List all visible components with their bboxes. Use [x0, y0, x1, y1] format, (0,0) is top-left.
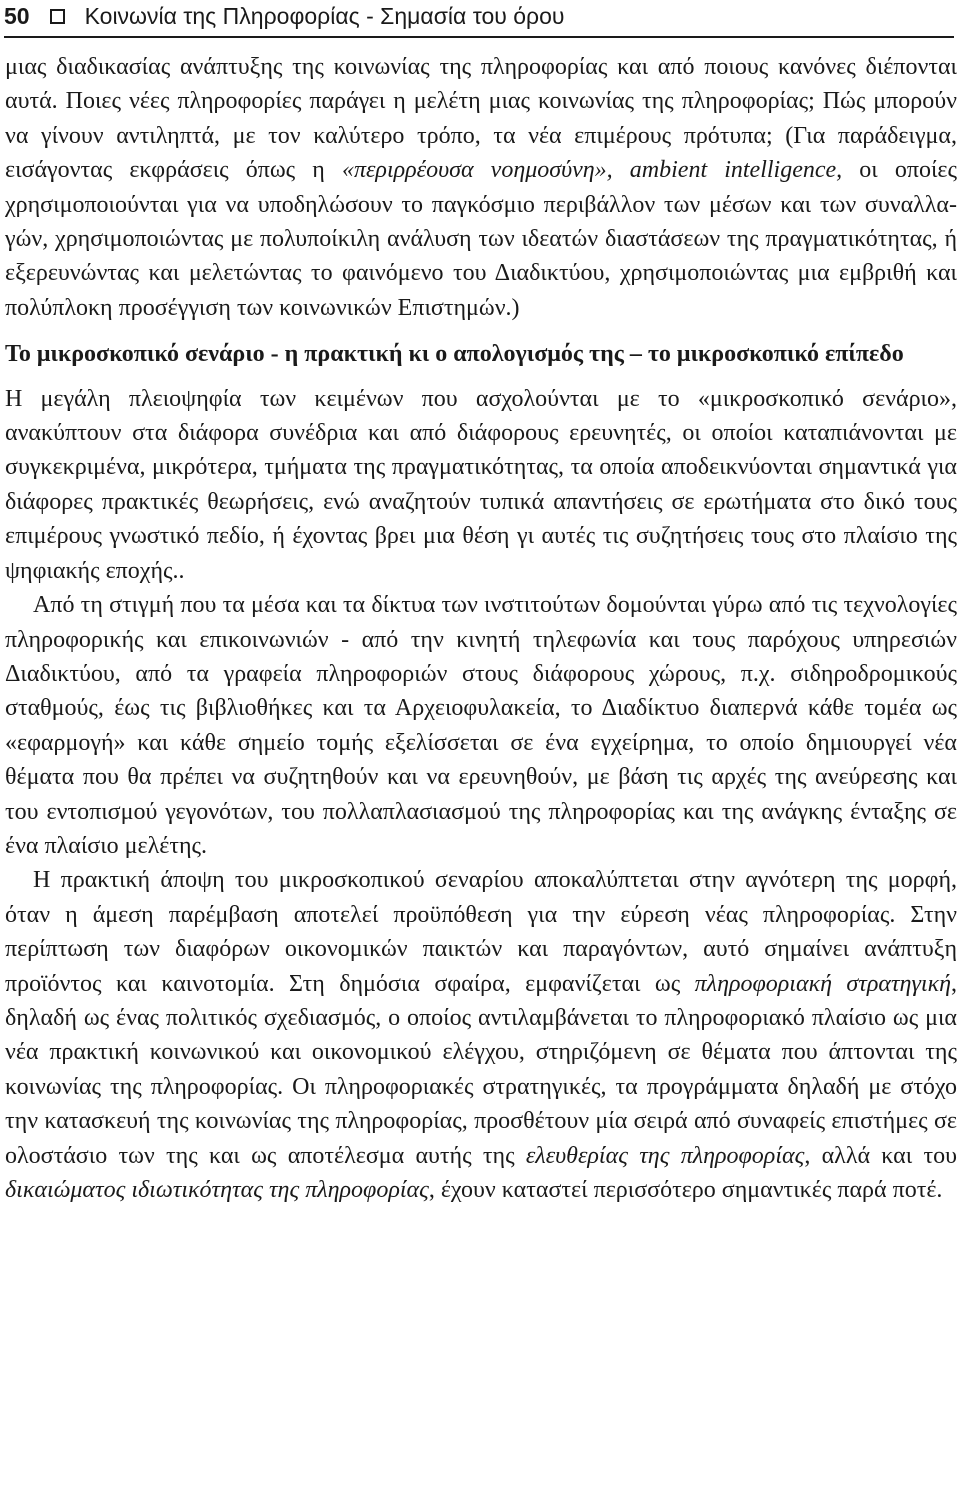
section-title: Κοινωνία της Πληροφορίας - Σημασία του όρου — [84, 2, 565, 29]
paragraph-1-text-a: μιας διαδικασίας ανάπτυξης της κοινωνίας της πληροφορίας και από ποιους κανόνες διέπονται αυτά. Ποιες νέες πληροφορίες παράγει η μελέτη μιας κοινωνίας της πληροφορίας; Πώς μπορούν να γίνουν αντιληπτά, με τον καλύτερο τρόπο, τα νέα επιμέρους πρότυπα; (Για παράδειγμα, εισάγοντας εκφράσεις όπως η — [5, 54, 957, 184]
paragraph-3: Από τη στιγμή που τα μέσα και τα δίκτυα των ινστιτούτων δομούνται γύρω από τις τεχνολογίες πληροφορικής και επικοινωνιών - από την κινητή τηλεφωνία και τους παρόχους υπηρεσιών Διαδικτύου, από τα γραφεία πληροφοριών στους διάφορους χώρους, π.χ. σιδηροδρομικούς σταθμούς, έως τις βιβλιοθήκες και τα Αρχειοφυλακεία, το Διαδίκτυο διαπερνά κάθε τομέα ως «εφαρμογή» και κάθε σημείο τομής εξελίσσεται σε ένα εγχείρημα, το οποίο δημιουργεί νέα θέματα που θα πρέπει να συζητηθούν και να ερευνηθούν, με βάση τις αρχές της ανεύρεσης και του εντοπισμού γεγονότων, του πολλαπλασιασμού της πληροφορίας και της ανάγκης ένταξης σε ένα πλαίσιο μελέτης. — [5, 592, 957, 859]
paragraph-4-text-c: , δηλαδή ως ένας πολιτικός σχεδιασμός, ο οποίος αντιλαμβάνεται το πληροφοριακό πλαίσιο ως μια νέα πρακτική κοινωνικού και οικονομικού ελέγχου, στηριζόμενη σε θέματα που άπτονται της κοινωνίας της πληροφορίας. Οι πληροφοριακές στρατηγικές, τα προγράμματα δηλαδή με στόχο την κατασκευή της κοινωνίας της πληροφορίας, προσθέτουν μία σειρά από συναφείς επιστήμες σε ολοστάσιο των της και ως αποτέλεσμα αυτής της — [5, 970, 958, 1169]
paragraph-4-text-g: , έχουν καταστεί περισσότερο σημαντικές παρά ποτέ. — [428, 1177, 943, 1203]
running-header — [4, 0, 954, 32]
checkbox-square-icon — [50, 9, 65, 24]
body-text — [5, 50, 957, 1207]
paragraph-1-italic: «περιρρέουσα νοημοσύνη», ambient intelligence, — [341, 157, 843, 184]
page-number: 50 — [4, 2, 30, 29]
paragraph-2: Η μεγάλη πλειοψηφία των κειμένων που ασχολούνται με το «μικροσκοπικό σενάριο», ανακύπτουν στα διάφορα συνέδρια και από διάφορους ερευνητές, οι οποίοι καταπιάνονται με συγκεκριμένα, μικρότερα, τμήματα της πραγματικότητας, τα οποία αποδεικνύονται σημαντικά για διάφορες πρακτικές θεωρήσεις, ενώ αναζητούν τυπικά απαντήσεις σε ερωτήματα στο δικό τους επιμέρους γνωστικό πεδίο, ή έχοντας βρει μια θέση γι αυτές τις συζητήσεις τους στο πλαίσιο της ψηφιακής εποχής.. — [5, 385, 957, 584]
paragraph-4 — [5, 863, 957, 1207]
paragraph-4-text-e: , αλλά και του — [804, 1142, 957, 1169]
paragraph-4-italic-privacy: δικαιώματος ιδιωτικότητας της πληροφορίας — [5, 1177, 429, 1203]
section-heading: Το μικροσκοπικό σενάριο - η πρακτική κι ο απολογισμός της – το μικροσκοπικό επίπεδο — [5, 341, 904, 368]
paragraph-1-text-c: οι οποίες χρησιμοποιούνται για να υποδηλώσουν το παγκόσμιο περιβάλλον των μέσων και των συναλλαγών, χρησιμοποιώντας με πολυποίκιλη ανάλυση των ιδεατών διαστάσεων της πραγματικότητας, ή εξερευνώντας και μελετώντας το φαινόμενο του Διαδικτύου, χρησιμοποιώντας μια εμβριθή και πολύπλοκη προσέγγιση των κοινωνικών Επιστημών.) — [5, 157, 957, 321]
header-rule — [4, 36, 954, 38]
paragraph-4-italic-strategy: πληροφοριακή στρατηγική — [694, 970, 952, 997]
paragraph-1 — [5, 50, 957, 325]
paragraph-4-italic-freedom: ελευθερίας της πληροφορίας — [525, 1142, 805, 1169]
paragraph-4-text-a: Η πρακτική άποψη του μικροσκοπικού σεναρίου αποκαλύπτεται στην αγνότερη της μορφή, όταν η άμεση παρέμβαση αποτελεί προϋπόθεση για την εύρεση νέας πληροφορίας. Στην περίπτωση των διαφόρων οικονομικών παικτών και παραγόντων, αυτό σημαίνει ανάπτυξη προϊόντος και καινοτομία. Στη δημόσια σφαίρα, εμφανίζεται ως — [5, 867, 957, 997]
